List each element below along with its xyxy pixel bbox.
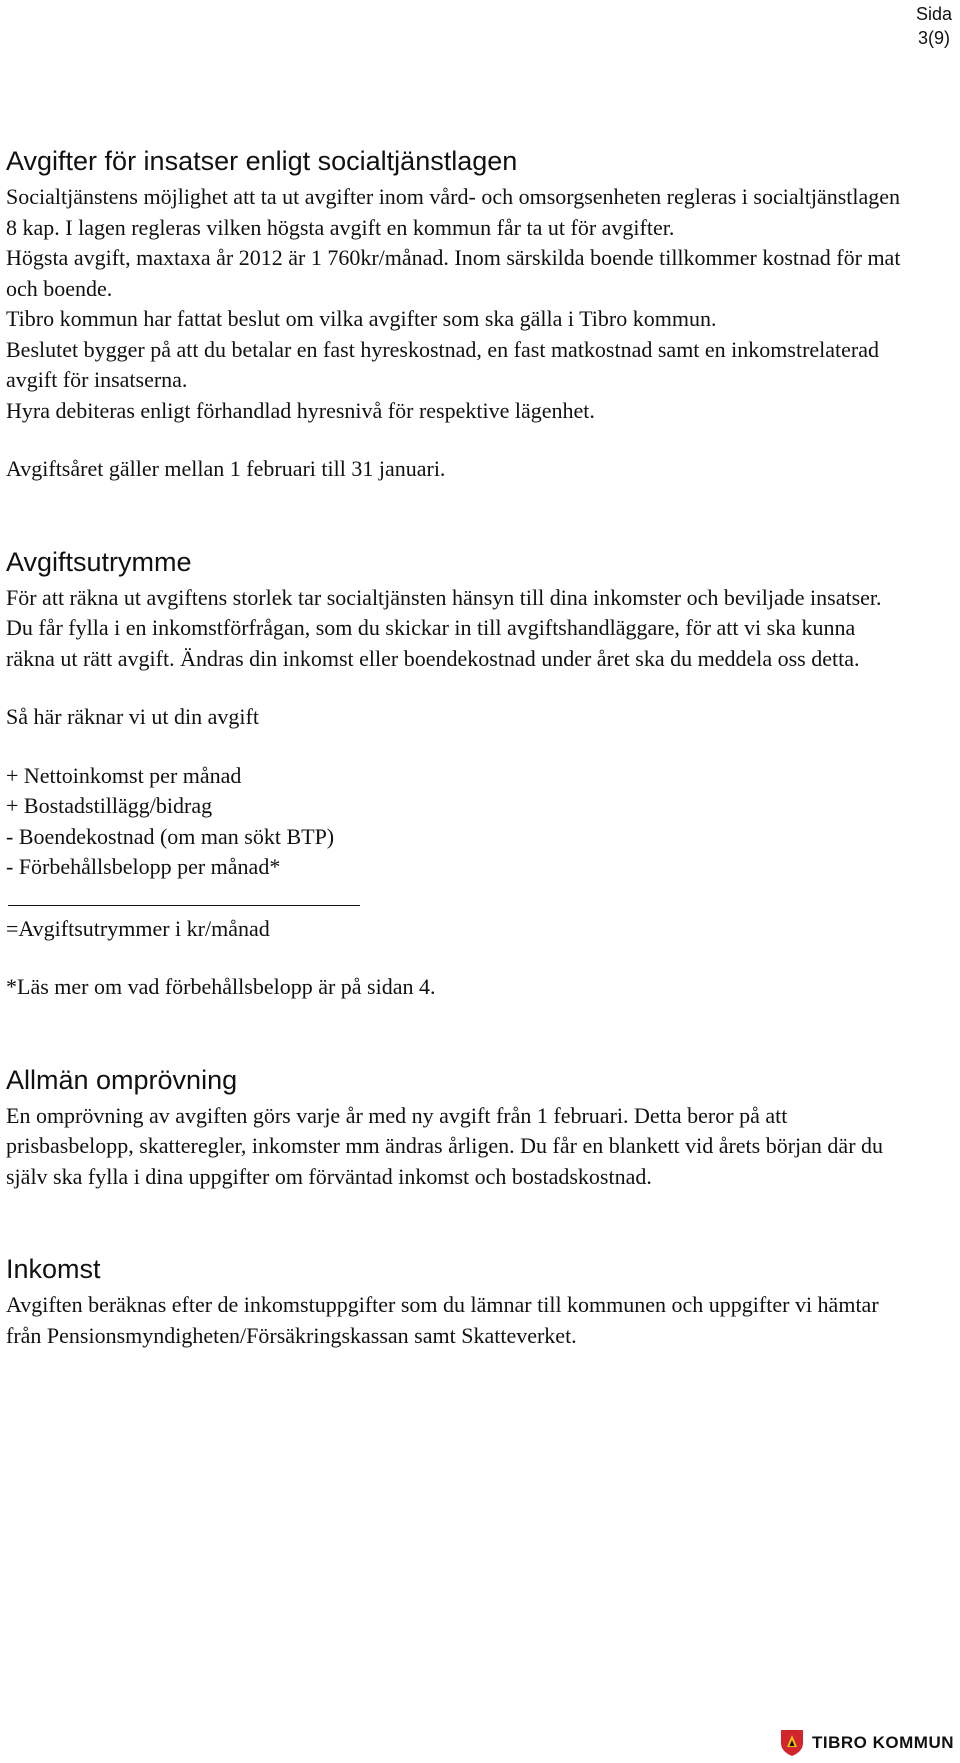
paragraph: Högsta avgift, maxtaxa år 2012 är 1 760kr/månad. Inom särskilda boende tillkommer kostnad för mat och boende. xyxy=(6,245,901,301)
paragraph: Tibro kommun har fattat beslut om vilka avgifter som ska gälla i Tibro kommun. xyxy=(6,306,717,331)
section-inkomst xyxy=(6,1252,906,1351)
paragraph: Avgiften beräknas efter de inkomstuppgifter som du lämnar till kommunen och uppgifter vi hämtar från Pensionsmyndigheten/Försäkringskassan samt Skatteverket. xyxy=(6,1292,879,1348)
calculation-line: - Förbehållsbelopp per månad* xyxy=(6,854,281,879)
calculation-line: - Boendekostnad (om man sökt BTP) xyxy=(6,823,335,849)
calculation-divider xyxy=(8,905,360,906)
section-title: Allmän omprövning xyxy=(6,1064,238,1095)
page-header xyxy=(916,2,952,50)
logo-text: TIBRO KOMMUN xyxy=(812,1733,954,1752)
calculation-list xyxy=(6,761,906,883)
calculation-result: =Avgiftsutrymmer i kr/månad xyxy=(6,915,270,941)
municipal-shield-icon xyxy=(780,1729,804,1757)
calculation-line: + Nettoinkomst per månad xyxy=(6,762,242,788)
paragraph: Beslutet bygger på att du betalar en fast hyreskostnad, en fast matkostnad samt en inkomstrelaterad avgift för insatserna. xyxy=(6,336,880,392)
section-avgifter xyxy=(6,144,906,485)
section-avgiftsutrymme xyxy=(6,545,906,1003)
calculation-line: + Bostadstillägg/bidrag xyxy=(6,793,213,818)
tibro-kommun-logo xyxy=(780,1729,954,1757)
calculation-intro: Så här räknar vi ut din avgift xyxy=(6,704,259,729)
paragraph: Hyra debiteras enligt förhandlad hyresnivå för respektive lägenhet. xyxy=(6,397,595,423)
page-number: 3(9) xyxy=(917,28,950,48)
section-title: Avgiftsutrymme xyxy=(6,546,192,577)
section-title: Inkomst xyxy=(6,1254,101,1284)
paragraph: Socialtjänstens möjlighet att ta ut avgifter inom vård- och omsorgsenheten regleras i socialtjänstlagen 8 kap. I lagen regleras vilken högsta avgift en kommun får ta ut för avgifter. xyxy=(6,184,901,240)
section-omprovning xyxy=(6,1063,906,1193)
paragraph: En omprövning av avgiften görs varje år med ny avgift från 1 februari. Detta beror på att prisbasbelopp, skatteregler, inkomster mm ändras årligen. Du får en blankett vid årets början där du själv ska fylla i dina uppgifter om förväntad inkomst och bostadskostnad. xyxy=(6,1102,884,1189)
section-title: Avgifter för insatser enligt socialtjänstlagen xyxy=(6,146,518,176)
footnote: *Läs mer om vad förbehållsbelopp är på sidan 4. xyxy=(6,974,436,999)
document-body xyxy=(6,144,906,1351)
paragraph: Avgiftsåret gäller mellan 1 februari till 31 januari. xyxy=(6,456,446,481)
paragraph: För att räkna ut avgiftens storlek tar socialtjänsten hänsyn till dina inkomster och beviljade insatser. Du får fylla i en inkomstförfrågan, som du skickar in till avgiftshandläggare, för att vi ska kunna räkna ut rätt avgift. Ändras din inkomst eller boendekostnad under året ska du meddela oss detta. xyxy=(6,584,882,671)
page-label: Sida xyxy=(915,4,952,24)
